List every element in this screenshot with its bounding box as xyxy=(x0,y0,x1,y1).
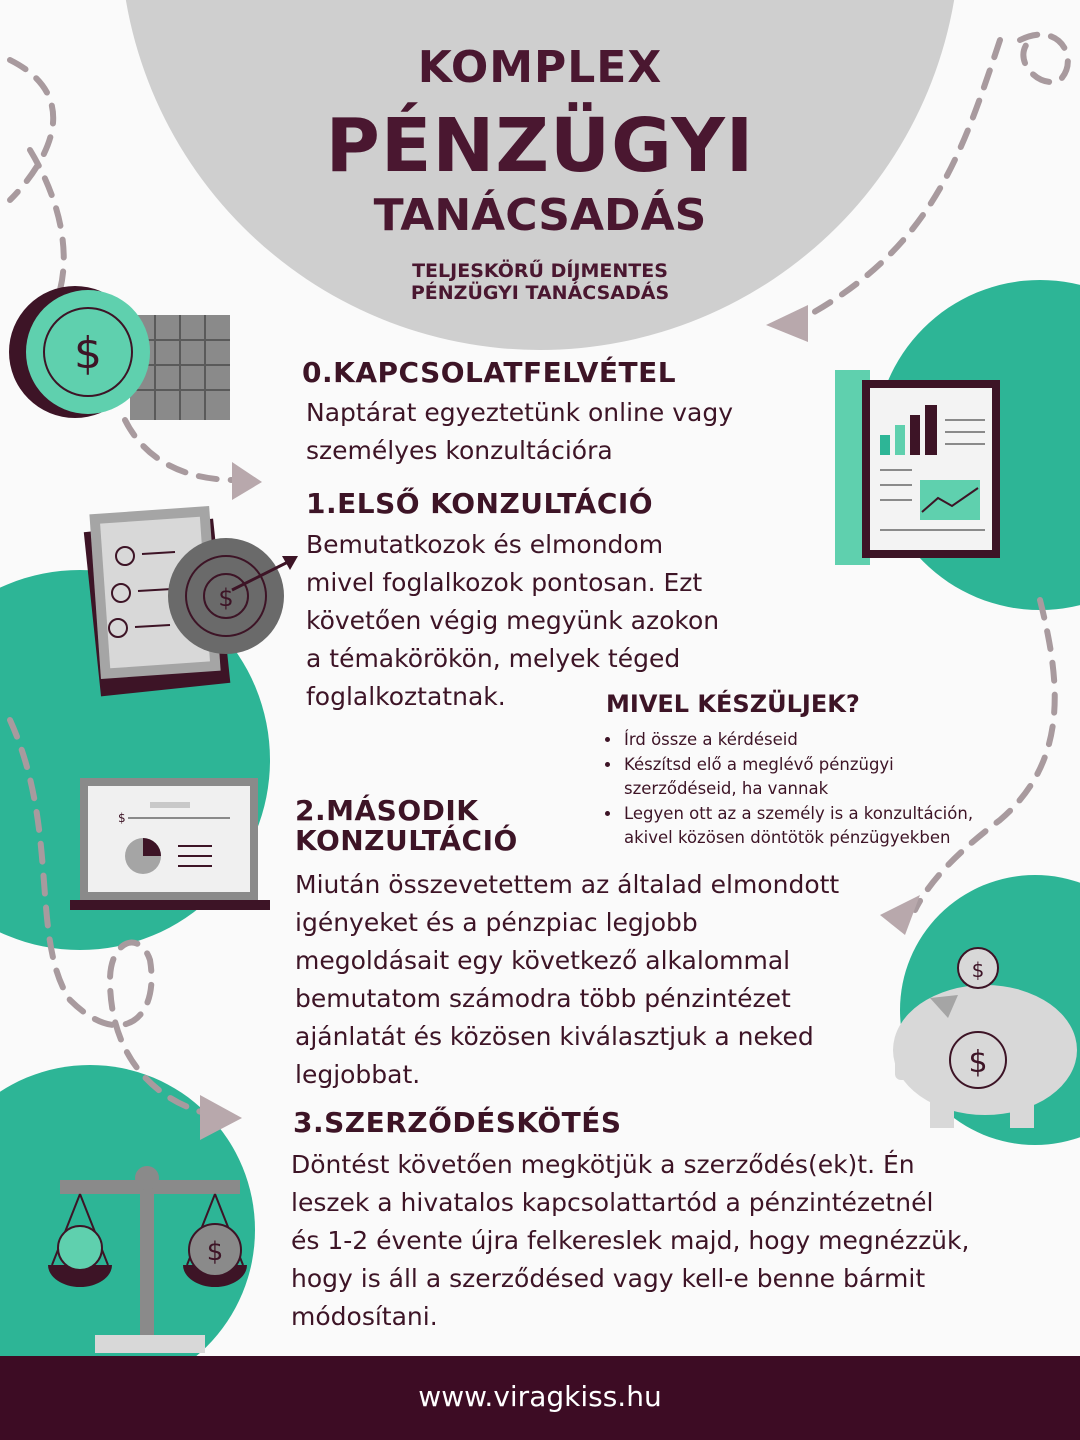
text-line: és 1-2 évente újra felkereslek majd, hogy megnézzük, xyxy=(291,1226,970,1255)
text-line: mivel foglalkozok pontosan. Ezt xyxy=(306,568,703,597)
svg-text:$: $ xyxy=(74,328,102,379)
text-line: leszek a hivatalos kapcsolattartód a pénzintézetnél xyxy=(291,1188,934,1217)
text-line: Bemutatkozok és elmondom xyxy=(306,530,664,559)
text-line: a témakörökön, melyek téged xyxy=(306,644,681,673)
text-line: igényeket és a pénzpiac legjobb xyxy=(295,908,698,937)
text-line: követően végig megyünk azokon xyxy=(306,606,720,635)
title-line-1: KOMPLEX xyxy=(417,42,663,93)
coins-icon xyxy=(9,286,230,420)
text-line: megoldásait egy következő alkalommal xyxy=(295,946,791,975)
text-line: foglalkoztatnak. xyxy=(306,682,506,711)
text-line: Döntést követően megkötjük a szerződés(ek)t. Én xyxy=(291,1150,915,1179)
step-3-text xyxy=(291,1146,969,1336)
step-0-text xyxy=(306,394,733,470)
arrow-head-icon xyxy=(766,305,808,342)
step-0-title: 0.KAPCSOLATFELVÉTEL xyxy=(302,356,677,389)
laptop-icon xyxy=(70,778,270,910)
footer xyxy=(0,1356,1080,1440)
text-line: ajánlatát és közösen kiválasztjuk a neked xyxy=(295,1022,814,1051)
text-line: hogy is áll a szerződésed vagy kell-e benne bármit xyxy=(291,1264,926,1293)
subtitle xyxy=(0,260,1080,304)
svg-text:$: $ xyxy=(968,1045,988,1080)
text-line: Miután összevetettem az általad elmondott xyxy=(295,870,840,899)
dashed-path-mid-left xyxy=(125,420,235,480)
website-link[interactable]: www.viragkiss.hu xyxy=(418,1380,662,1413)
text-line: legjobbat. xyxy=(295,1060,421,1089)
text-line: módosítani. xyxy=(291,1302,438,1331)
text-line: bemutatom számodra több pénzintézet xyxy=(295,984,791,1013)
step-2-title xyxy=(295,796,518,856)
step-2-text xyxy=(295,866,839,1094)
title-line-2: PÉNZÜGYI xyxy=(325,103,755,189)
svg-text:$: $ xyxy=(118,811,126,825)
step-1-text xyxy=(306,526,719,716)
arrow-head-icon xyxy=(232,462,262,500)
step-2-title-line-2: KONZULTÁCIÓ xyxy=(295,824,518,857)
title-line-3: TANÁCSADÁS xyxy=(373,190,707,241)
svg-text:$: $ xyxy=(971,958,985,982)
subtitle-line-1: TELJESKÖRŰ DÍJMENTES xyxy=(412,260,668,282)
preparation-item: • Készítsd elő a meglévő pénzügyi szerződéseid, ha vannak xyxy=(622,753,1042,802)
preparation-item: • Írd össze a kérdéseid xyxy=(622,728,1042,753)
preparation-list xyxy=(606,728,1042,851)
preparation-item: • Legyen ott az a személy is a konzultáción, akivel közösen döntötök pénzügyekben xyxy=(622,802,1042,851)
checklist-target-icon xyxy=(84,506,298,696)
step-2-title-line-1: 2.MÁSODIK xyxy=(295,794,479,827)
svg-text:$: $ xyxy=(206,1237,224,1267)
step-3-title: 3.SZERZŐDÉSKÖTÉS xyxy=(293,1106,622,1139)
text-line: személyes konzultációra xyxy=(306,436,613,465)
arrow-head-icon xyxy=(880,895,920,935)
text-line: Naptárat egyeztetünk online vagy xyxy=(306,398,733,427)
report-document-icon xyxy=(835,370,1000,565)
preparation-title: MIVEL KÉSZÜLJEK? xyxy=(606,690,860,718)
step-1-title: 1.ELSŐ KONZULTÁCIÓ xyxy=(306,487,654,520)
svg-text:$: $ xyxy=(218,584,234,612)
subtitle-line-2: PÉNZÜGYI TANÁCSADÁS xyxy=(410,282,670,304)
